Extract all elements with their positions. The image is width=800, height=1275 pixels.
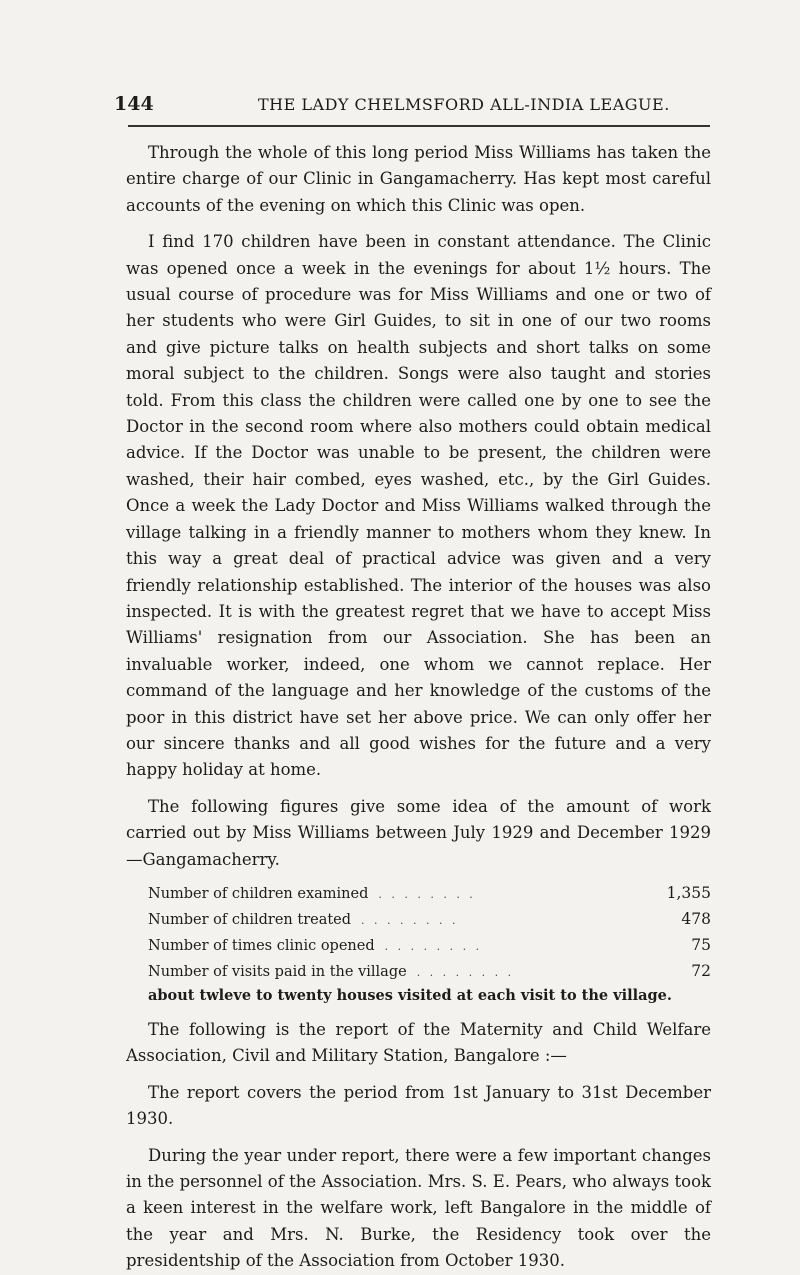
- paragraph-clinic-charge: Through the whole of this long period Miss Williams has taken the entire charge of our Clinic in Gangamacherry. Has kept most careful accounts of the evening on which this Clinic was open.: [126, 143, 711, 215]
- stat-value: 478: [681, 909, 711, 928]
- leader-dots: . . . . . . . .: [416, 965, 515, 979]
- page-number: 144: [114, 93, 154, 115]
- paragraph-maternity-report: The following is the report of the Maternity and Child Welfare Association, Civil and Military Station, Bangalore :—: [126, 1019, 711, 1066]
- stat-value: 75: [691, 935, 711, 954]
- stat-row: [148, 933, 711, 959]
- stat-row: [148, 907, 711, 933]
- stat-label: Number of children treated: [148, 911, 352, 928]
- stat-value: 72: [691, 961, 711, 980]
- running-title: THE LADY CHELMSFORD ALL-INDIA LEAGUE.: [258, 95, 670, 114]
- stat-note: about twleve to twenty houses visited at each visit to the village.: [148, 986, 672, 1004]
- paragraph-figures-intro: The following figures give some idea of the amount of work carried out by Miss Williams between July 1929 and December 1929—Gangamacherry.: [126, 796, 711, 869]
- leader-dots: . . . . . . . .: [378, 887, 476, 901]
- header-rule: [128, 125, 710, 127]
- paragraph-report-period: The report covers the period from 1st January to 31st December 1930.: [126, 1082, 711, 1129]
- stat-label: Number of visits paid in the village: [148, 963, 407, 980]
- page-header: [114, 93, 714, 117]
- leader-dots: . . . . . . . .: [384, 939, 483, 953]
- work-figures-table: [148, 881, 711, 1007]
- paragraph-personnel-changes: During the year under report, there were a few important changes in the personnel of the Association. Mrs. S. E. Pears, who always took a keen interest in the welfare work, left Bangalore in the middle of the year and Mrs. N. Burke, the Residency took over the presidentship of the Association from October 1930.: [126, 1145, 711, 1271]
- paragraph-attendance: I find 170 children have been in constant attendance. The Clinic was opened once a week in the evenings for about 1½ hours. The usual course of procedure was for Miss Williams and one or two of her students who were Girl Guides, to sit in one of our two rooms and give picture talks on health subjects and short talks on some moral subject to the children. Songs were also taught and stories told. From this class the children were called one by one to see the Doctor in the second room where also mothers could obtain medical advice. If the Doctor was unable to be present, the children were washed, their hair combed, eyes washed, etc., by the Girl Guides. Once a week the Lady Doctor and Miss Williams walked through the village talking in a friendly manner to mothers whom they knew. In this way a great deal of practical advice was given and a very friendly relationship established. The interior of the houses was also inspected. It is with the greatest regret that we have to accept Miss Williams' resignation from our Association. She has been an invaluable worker, indeed, one whom we cannot replace. Her command of the language and her knowledge of the customs of the poor in this district have set her above price. We can only offer her our sincere thanks and all good wishes for the future and a very happy holiday at home.: [126, 232, 711, 780]
- stat-value: 1,355: [666, 883, 711, 902]
- page-body: [126, 140, 711, 1275]
- stat-row: [148, 959, 711, 985]
- stat-label: Number of children examined: [148, 885, 369, 902]
- stat-label: Number of times clinic opened: [148, 937, 375, 954]
- leader-dots: . . . . . . . .: [361, 913, 459, 927]
- stat-row: [148, 881, 711, 907]
